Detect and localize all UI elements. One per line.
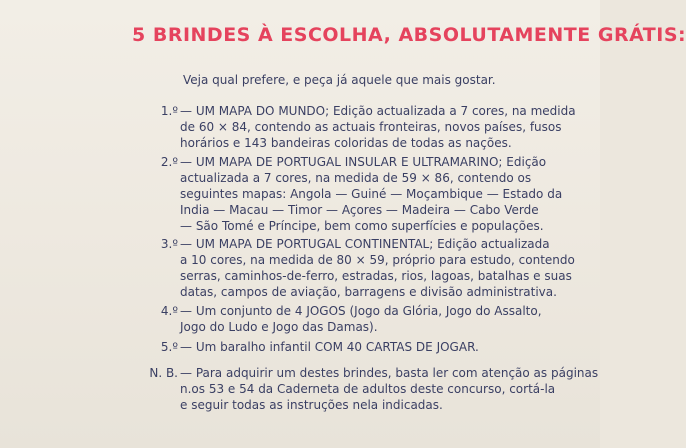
item-description xyxy=(180,236,590,300)
item-number: 3.º xyxy=(160,237,178,251)
item-line: — Um conjunto de 4 JOGOS (Jogo da Glória, Jogo do Assalto, xyxy=(180,304,542,318)
item-number: 1.º xyxy=(160,104,178,118)
item-line: de 60 × 84, contendo as actuais fronteiras, novos países, fusos xyxy=(180,120,562,134)
item-line: Jogo do Ludo e Jogo das Damas). xyxy=(180,320,378,334)
item-number: 4.º xyxy=(160,304,178,318)
item-description xyxy=(180,303,590,335)
page-title: 5 BRINDES À ESCOLHA, ABSOLUTAMENTE GRÁTIS: xyxy=(132,24,686,46)
item-line: — São Tomé e Príncipe, bem como superfícies e populações. xyxy=(180,219,544,233)
item-line: serras, caminhos-de-ferro, estradas, rios, lagoas, batalhas e suas xyxy=(180,269,572,283)
item-line: seguintes mapas: Angola — Guiné — Moçambique — Estado da xyxy=(180,187,563,201)
item-description xyxy=(180,339,590,355)
item-line: n.os 53 e 54 da Caderneta de adultos deste concurso, cortá-la xyxy=(180,382,556,396)
item-number: N. B. xyxy=(149,366,178,380)
item-line: — Para adquirir um destes brindes, basta ler com atenção as páginas xyxy=(180,366,599,380)
item-line: e seguir todas as instruções nela indicadas. xyxy=(180,398,443,412)
item-line: — UM MAPA DE PORTUGAL CONTINENTAL; Edição actualizada xyxy=(180,237,550,251)
item-line: — UM MAPA DO MUNDO; Edição actualizada a 7 cores, na medida xyxy=(180,104,576,118)
item-line: actualizada a 7 cores, na medida de 59 × 86, contendo os xyxy=(180,171,532,185)
item-line: India — Macau — Timor — Açores — Madeira — Cabo Verde xyxy=(180,203,539,217)
intro-text: Veja qual prefere, e peça já aquele que mais gostar. xyxy=(183,73,496,87)
item-line: — UM MAPA DE PORTUGAL INSULAR E ULTRAMARINO; Edição xyxy=(180,155,547,169)
item-description xyxy=(180,365,599,413)
item-description xyxy=(180,154,590,234)
item-line: a 10 cores, na medida de 80 × 59, próprio para estudo, contendo xyxy=(180,253,575,267)
item-number: 2.º xyxy=(160,155,178,169)
item-line: datas, campos de aviação, barragens e divisão administrativa. xyxy=(180,285,557,299)
item-line: horários e 143 bandeiras coloridas de todas as nações. xyxy=(180,136,512,150)
item-number: 5.º xyxy=(160,340,178,354)
item-description xyxy=(180,103,590,151)
item-line: — Um baralho infantil COM 40 CARTAS DE JOGAR. xyxy=(180,340,479,354)
